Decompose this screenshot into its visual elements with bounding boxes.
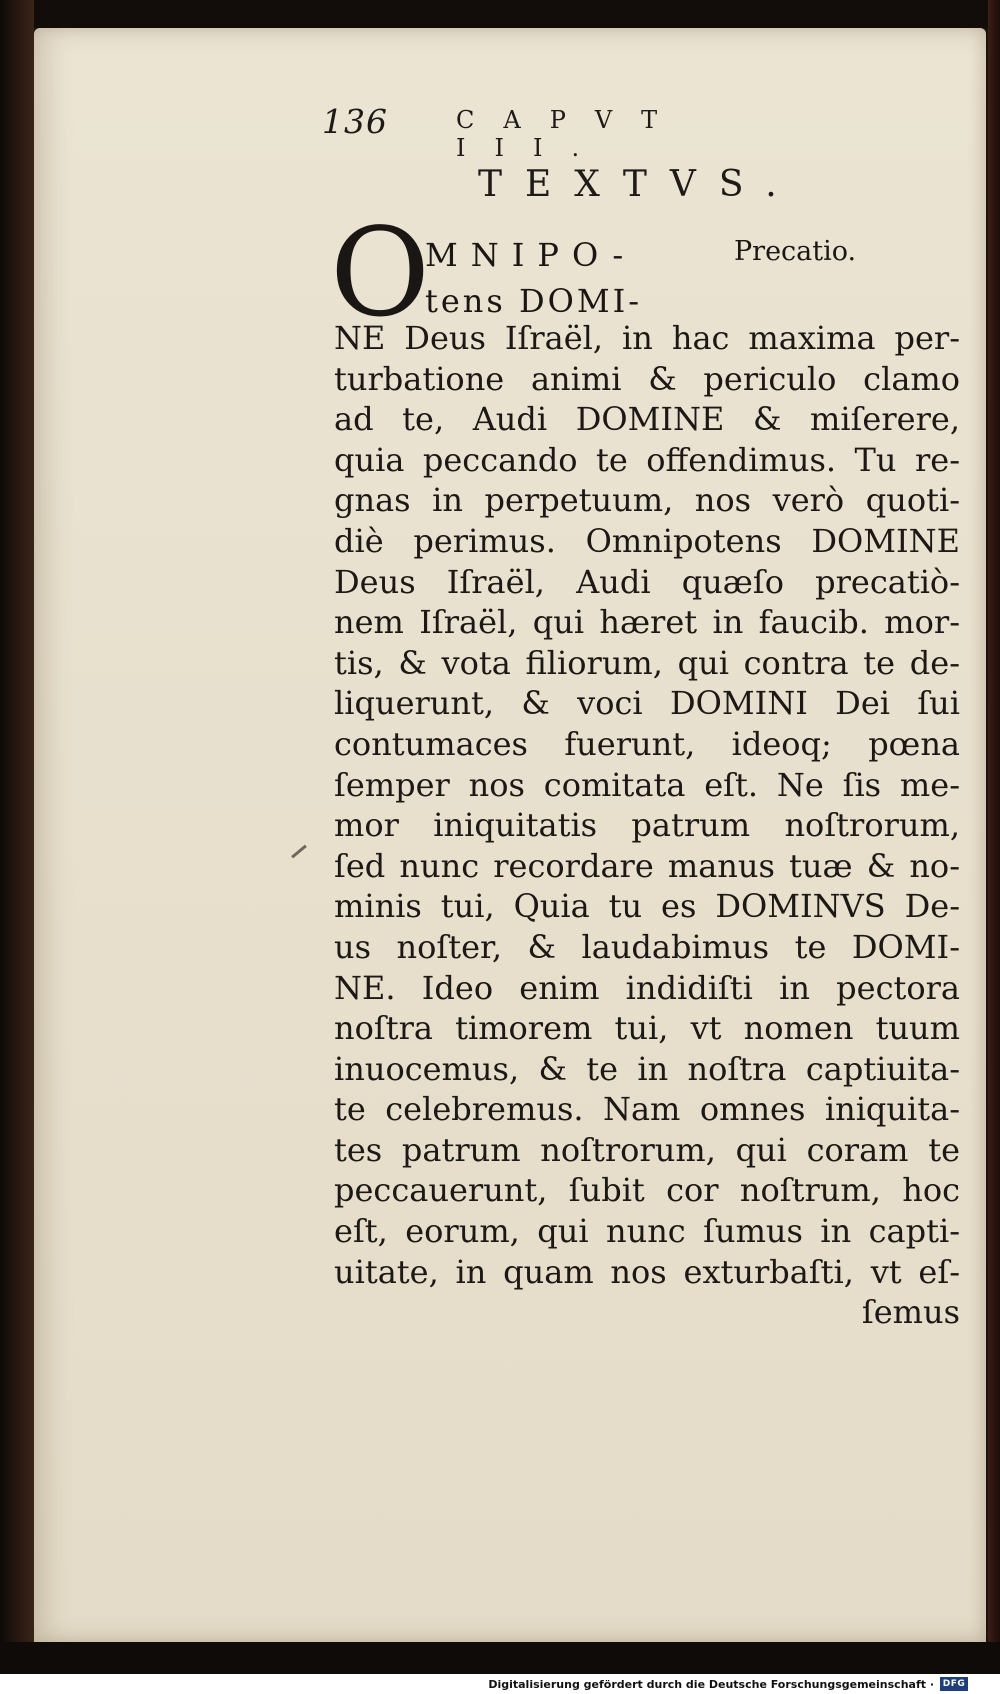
footer-credit: [484, 1674, 972, 1694]
text-line: tis, & vota filiorum, qui contra te de-: [334, 643, 960, 682]
text-line: NE. Ideo enim indidiſti in pectora: [334, 968, 960, 1007]
text-line: te celebremus. Nam omnes iniquita-: [334, 1090, 960, 1129]
text-line: eſt, eorum, qui nunc ſumus in capti-: [334, 1212, 960, 1251]
scan-frame-top: [0, 0, 1000, 28]
opening-line-1: MNIPO-: [425, 236, 637, 274]
funding-credit-text: Digitalisierung gefördert durch die Deutsche Forschungsgemeinschaft ·: [488, 1677, 934, 1691]
text-line: ad te, Audi DOMINE & miſerere,: [334, 400, 960, 439]
text-line: turbatione animi & periculo clamo: [334, 359, 960, 398]
body-text: [334, 318, 960, 1333]
text-line: Deus Iſraël, Audi quæſo precatiò-: [334, 562, 960, 601]
text-line: mor iniquitatis patrum noſtrorum,: [334, 806, 960, 845]
chapter-label: CAPVT III.: [456, 106, 687, 162]
text-line: inuocemus, & te in noſtra captiuita-: [334, 1049, 960, 1088]
catchword: ſemus: [861, 1293, 960, 1332]
text-line: uitate, in quam nos exturbaſti, vt eſ-: [334, 1252, 960, 1291]
running-head: [322, 102, 842, 162]
text-line: minis tui, Quia tu es DOMINVS De-: [334, 887, 960, 926]
opening-line-2: tens DOMI-: [425, 282, 643, 320]
text-line: gnas in perpetuum, nos verò quoti-: [334, 481, 960, 520]
section-title: TEXTVS.: [478, 164, 800, 205]
text-line: us noſter, & laudabimus te DOMI-: [334, 927, 960, 966]
book-binding-edge: [0, 0, 34, 1694]
drop-cap: O: [330, 202, 431, 344]
page-number: 136: [322, 102, 388, 141]
text-line: contumaces fuerunt, ideoq; pœna: [334, 724, 960, 763]
text-line: liquerunt, & voci DOMINI Dei ſui: [334, 684, 960, 723]
text-line: tes patrum noſtrorum, qui coram te: [334, 1130, 960, 1169]
text-line: peccauerunt, ſubit cor noſtrum, hoc: [334, 1171, 960, 1210]
text-line: ſed nunc recordare manus tuæ & no-: [334, 846, 960, 885]
text-line: ſemper nos comitata eſt. Ne ſis me-: [334, 765, 960, 804]
marginal-note: Precatio.: [734, 236, 857, 267]
text-line: quia peccando te offendimus. Tu re-: [334, 440, 960, 479]
scan-frame-right: [988, 0, 1000, 1694]
text-line: diè perimus. Omnipotens DOMINE: [334, 521, 960, 560]
text-line: NE Deus Iſraël, in hac maxima per-: [334, 319, 960, 357]
dfg-logo: DFG: [940, 1677, 968, 1691]
text-line: noſtra timorem tui, vt nomen tuum: [334, 1009, 960, 1048]
scan-frame-bottom: [0, 1642, 1000, 1674]
text-line: nem Iſraël, qui hæret in faucib. mor-: [334, 603, 960, 642]
